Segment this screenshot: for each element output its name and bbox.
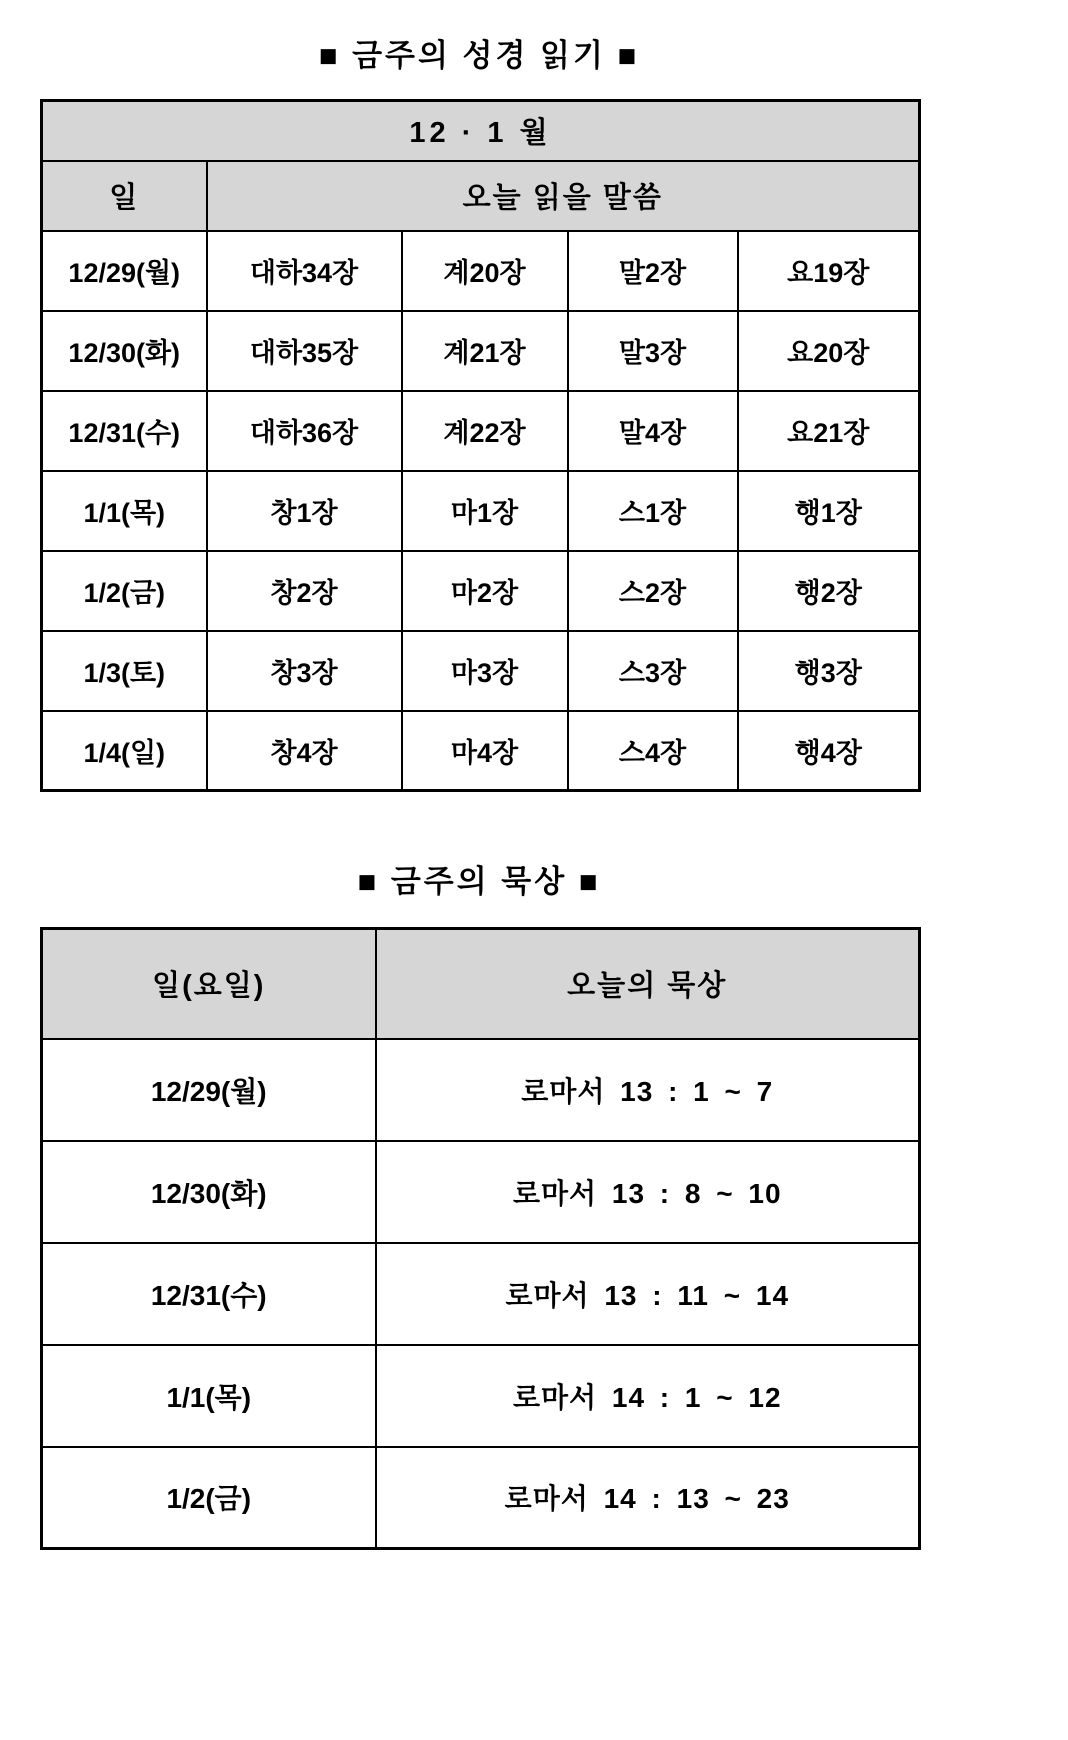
table-row	[42, 1345, 920, 1447]
passage-cell-2: 계22장	[402, 391, 568, 471]
day-cell: 1/2(금)	[42, 551, 207, 631]
table-row	[42, 391, 920, 471]
day-column-header: 일	[42, 161, 207, 231]
passage-cell-4: 요19장	[738, 231, 920, 311]
passage-cell-2: 마4장	[402, 711, 568, 791]
passage-cell-4: 요21장	[738, 391, 920, 471]
passage-cell-3: 스2장	[568, 551, 738, 631]
day-cell: 12/31(수)	[42, 1243, 376, 1345]
passage-cell-1: 창3장	[207, 631, 402, 711]
bible-reading-table-wrap	[40, 99, 1068, 792]
day-cell: 12/31(수)	[42, 391, 207, 471]
passage-cell-2: 계20장	[402, 231, 568, 311]
table-row	[42, 311, 920, 391]
passage-cell-4: 행3장	[738, 631, 920, 711]
passage-cell-3: 스4장	[568, 711, 738, 791]
table-row	[42, 711, 920, 791]
passage-cell-3: 말2장	[568, 231, 738, 311]
meditation-title: ■ 금주의 묵상 ■	[357, 864, 601, 899]
meditation-rows	[42, 1039, 920, 1549]
table-row	[42, 1039, 920, 1141]
day-cell: 12/29(월)	[42, 231, 207, 311]
day-cell: 1/4(일)	[42, 711, 207, 791]
bible-reading-title: ■ 금주의 성경 읽기 ■	[318, 38, 640, 73]
day-cell: 1/1(목)	[42, 471, 207, 551]
passage-cell-1: 대하34장	[207, 231, 402, 311]
table-row	[42, 1447, 920, 1549]
meditation-passage-cell: 로마서 14 : 1 ~ 12	[376, 1345, 920, 1447]
passage-cell-1: 대하36장	[207, 391, 402, 471]
table-row	[42, 1243, 920, 1345]
column-header-row	[42, 161, 920, 231]
passage-cell-4: 요20장	[738, 311, 920, 391]
passage-cell-2: 마3장	[402, 631, 568, 711]
passage-cell-1: 대하35장	[207, 311, 402, 391]
table-row	[42, 631, 920, 711]
passage-cell-3: 말3장	[568, 311, 738, 391]
passage-cell-4: 행1장	[738, 471, 920, 551]
passage-cell-3: 스1장	[568, 471, 738, 551]
meditation-passage-cell: 로마서 13 : 8 ~ 10	[376, 1141, 920, 1243]
passage-cell-1: 창1장	[207, 471, 402, 551]
passage-cell-1: 창2장	[207, 551, 402, 631]
table-row	[42, 231, 920, 311]
month-header-row	[42, 101, 920, 161]
day-cell: 1/1(목)	[42, 1345, 376, 1447]
meditation-column-header: 오늘의 묵상	[376, 929, 920, 1039]
meditation-passage-cell: 로마서 14 : 13 ~ 23	[376, 1447, 920, 1549]
meditation-table-wrap	[40, 927, 1068, 1550]
meditation-passage-cell: 로마서 13 : 11 ~ 14	[376, 1243, 920, 1345]
passage-cell-4: 행4장	[738, 711, 920, 791]
passage-cell-2: 마2장	[402, 551, 568, 631]
table-row	[42, 471, 920, 551]
day-cell: 1/2(금)	[42, 1447, 376, 1549]
bible-reading-rows	[42, 231, 920, 791]
passage-cell-2: 계21장	[402, 311, 568, 391]
passage-cell-4: 행2장	[738, 551, 920, 631]
day-column-header: 일(요일)	[42, 929, 376, 1039]
day-cell: 1/3(토)	[42, 631, 207, 711]
passages-column-header: 오늘 읽을 말씀	[207, 161, 920, 231]
column-header-row	[42, 929, 920, 1039]
day-cell: 12/29(월)	[42, 1039, 376, 1141]
passage-cell-3: 스3장	[568, 631, 738, 711]
passage-cell-3: 말4장	[568, 391, 738, 471]
table-row	[42, 1141, 920, 1243]
passage-cell-2: 마1장	[402, 471, 568, 551]
month-header-cell: 12 · 1 월	[42, 101, 920, 161]
day-cell: 12/30(화)	[42, 311, 207, 391]
meditation-passage-cell: 로마서 13 : 1 ~ 7	[376, 1039, 920, 1141]
table-row	[42, 551, 920, 631]
day-cell: 12/30(화)	[42, 1141, 376, 1243]
passage-cell-1: 창4장	[207, 711, 402, 791]
meditation-table	[40, 927, 921, 1550]
bible-reading-table	[40, 99, 921, 792]
